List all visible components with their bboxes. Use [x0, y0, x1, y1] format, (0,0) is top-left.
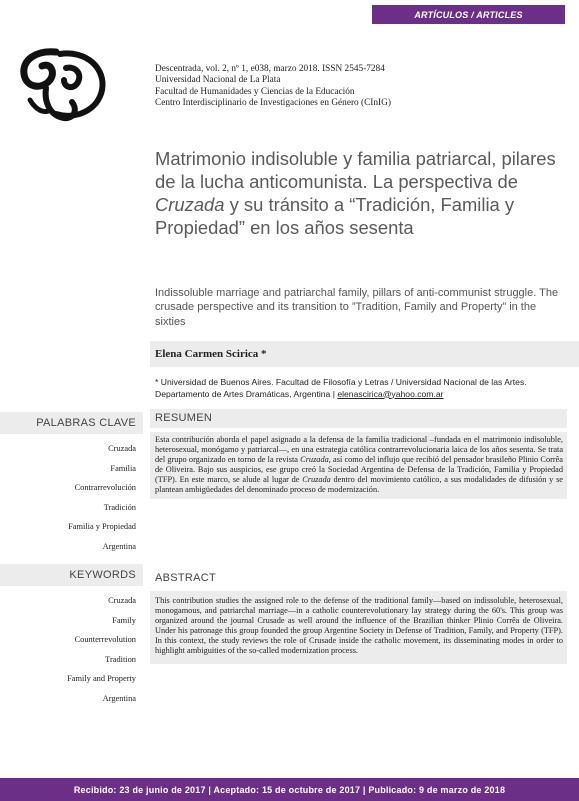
journal-centre: Centro Interdisciplinario de Investigaciones en Género (CInIG)	[155, 97, 391, 108]
keyword-item: Familia y Propiedad	[68, 522, 136, 531]
article-title	[155, 147, 565, 239]
keyword-item: Cruzada	[108, 444, 136, 453]
abstract-heading: ABSTRACT	[155, 572, 217, 584]
section-tag: ARTÍCULOS / ARTICLES	[372, 5, 565, 24]
palabras-clave-list	[68, 439, 136, 556]
keywords-list	[67, 591, 136, 708]
keyword-item: Cruzada	[108, 596, 136, 605]
keyword-item: Family	[112, 615, 136, 625]
journal-university: Universidad Nacional de La Plata	[155, 75, 281, 86]
resumen-band	[150, 409, 567, 428]
author-affiliation	[155, 377, 565, 400]
keyword-item: Tradición	[103, 502, 136, 512]
author-name: Elena Carmen Scirica *	[155, 348, 267, 360]
keyword-item: Argentina	[102, 693, 136, 703]
keyword-item: Argentina	[102, 541, 136, 551]
resumen-i2: Cruzada	[302, 475, 331, 484]
abstract-text: This contribution studies the assigned role to the defense of the traditional family—based on indissoluble, heterosexual, monogamous, and patriarchal marriage—in a catholic counterevolutionary lay strategy during the 60's. This group was organized around the journal Crusade as well around the influence of the Brazilian thinker Plinio Corrêa de Oliveira. Under his patronage this group founded the group Argentine Society in Defense of Tradition, Family, and Property (TFP). In this context, the study reviews the role of Crusade inside the catholic movement, its disseminating modes in order to highlight ambiguities of the so-called modernization process.	[155, 596, 563, 655]
keyword-item: Tradition	[105, 654, 136, 664]
title-part2: y su tránsito a “Tradición, Familia y Propiedad” en los años sesenta	[155, 194, 515, 238]
resumen-text	[155, 435, 563, 495]
keywords-heading: KEYWORDS	[69, 569, 136, 581]
journal-faculty: Facultad de Humanidades y Ciencias de la Educación	[155, 86, 355, 97]
resumen-heading: RESUMEN	[155, 412, 213, 424]
keyword-item: Contrarrevolución	[74, 483, 136, 492]
resumen-i1: Cruzada	[300, 455, 329, 464]
resumen-p3: dentro del movimiento católico, a sus modalidades de difusión y se plantean ambigüedades del denominado proceso de modernización.	[155, 475, 563, 494]
palabras-clave-heading: PALABRAS CLAVE	[36, 417, 136, 429]
article-subtitle: Indissoluble marriage and patriarchal family, pillars of anti-communist struggle. The crusade perspective and its transition to ”Tradition, Family and Property” in the sixties	[155, 287, 559, 328]
title-italic: Cruzada	[155, 194, 225, 215]
publication-dates-footer: Recibido: 23 de junio de 2017 | Aceptado: 15 de octubre de 2017 | Publicado: 9 de marzo de 2018	[0, 778, 579, 801]
journal-meta	[155, 64, 391, 109]
affiliation-text: * Universidad de Buenos Aires. Facultad de Filosofía y Letras / Universidad Nacional de las Artes. Departamento de Artes Dramáticas, Argentina |	[155, 377, 527, 399]
keyword-item: Counterrevolution	[74, 635, 136, 644]
title-part1: Matrimonio indisoluble y familia patriarcal, pilares de la lucha anticomunista. La perspectiva de	[155, 148, 556, 192]
journal-logo	[16, 44, 110, 124]
journal-citation: Descentrada, vol. 2, nº 1, e038, marzo 2018. ISSN 2545-7284	[155, 64, 385, 74]
keyword-item: Familia	[110, 463, 136, 473]
keyword-item: Family and Property	[67, 674, 136, 683]
author-email[interactable]: elenascirica@yahoo.com.ar	[337, 388, 444, 399]
resumen-p1: Esta contribución aborda el papel asignado a la defensa de la familia tradicional –fundada en el matrimonio indisoluble, heterosexual, monógamo y patriarcal—, en una estrategia católica contrarrevolucionaria laica de los años sesenta. Se trata del grupo organizado en torno de la revista	[155, 435, 563, 464]
resumen-p2: , así como del influjo que recibió del pensador brasileño Plinio Corrêa de Oliveira. Bajo sus auspicios, ese grupo creó la Sociedad Argentina de Defensa de la Tradición, Familia y Propiedad (TFP). En este marco, se alude al lugar de	[155, 455, 563, 484]
